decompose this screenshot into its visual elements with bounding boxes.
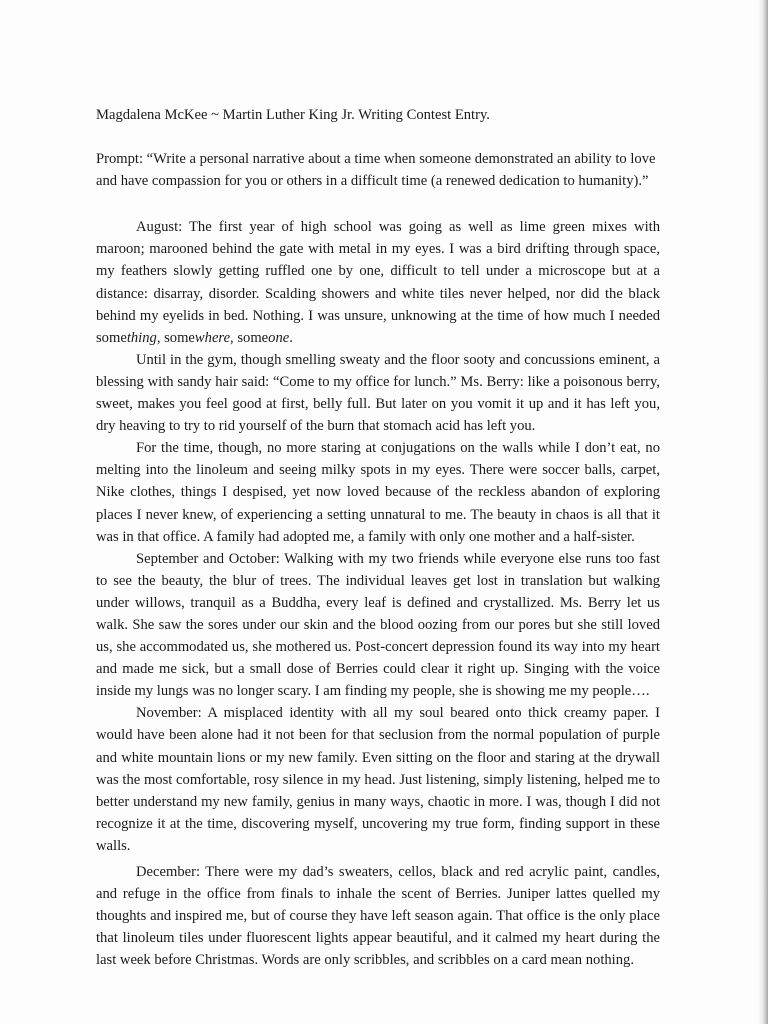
essay-prompt: Prompt: “Write a personal narrative about a time when someone demonstrated an ability to love and have compassion for you or others in a difficult time (a renewed dedication to humanity).” [96,151,656,190]
paragraph-august-text-b: , some [156,329,195,346]
essay-header: Magdalena McKee ~ Martin Luther King Jr. Writing Contest Entry. [96,107,490,123]
paragraph-august-text-a: August: The first year of high school was going as well as lime green mixes with maroon; marooned behind the gate with metal in my eyes. I was a bird drifting through space, my feathers slowly getting ruffled one by one, difficult to tell under a microscope but at a distance: disarray, disorder. Scalding showers and white tiles never helped, nor did the black behind my eyelids in bed. Nothing. I was unsure, unknowing at the time of how much I needed some [96,219,660,346]
paragraph-december: December: There were my dad’s sweaters, cellos, black and red acrylic paint, candles, and refuge in the office from finals to inhale the scent of Berries. Juniper lattes quelled my thoughts and inspired me, but of course they have left season again. That office is the only place that linoleum tiles under fluorescent lights appear beautiful, and it calmed my heart during the last week before Christmas. Words are only scribbles, and scribbles on a card mean nothing. [96,864,660,969]
page-edge-shadow [758,0,768,1024]
paragraph-gym: Until in the gym, though smelling sweaty and the floor sooty and concussions eminent, a blessing with sandy hair said: “Come to my office for lunch.” Ms. Berry: like a poisonous berry, sweet, makes you feel good at first, belly full. But later on you vomit it up and it has left you, dry heaving to try to rid yourself of the burn that stomach acid has left you. [96,351,660,435]
paragraph-august-em-a: thing [126,329,157,346]
paragraph-august-text-c: , some [230,329,269,346]
paragraph-august-em-b: where [194,329,231,346]
paragraph-november: November: A misplaced identity with all my soul beared onto thick creamy paper. I would have been alone had it not been for that seclusion from the normal population of purple and white mountain lions or my new family. Even sitting on the floor and staring at the drywall was the most comfortable, rosy silence in my head. Just listening, simply listening, helped me to better understand my new family, genius in many ways, chaotic in more. I was, though I did not recognize it at the time, discovering myself, uncovering my true form, finding support in these walls. [96,705,660,854]
essay-body [96,104,660,971]
paragraph-august [96,216,660,349]
paragraph-for-the-time: For the time, though, no more staring at conjugations on the walls while I don’t eat, no melting into the linoleum and seeing milky spots in my eyes. There were soccer balls, carpet, Nike clothes, things I despised, yet now loved because of the reckless abandon of exploring places I never knew, of experiencing a setting unnatural to me. The beauty in chaos is all that it was in that office. A family had adopted me, a family with only one mother and a half-sister. [96,440,660,545]
paragraph-september-october: September and October: Walking with my two friends while everyone else runs too fast to see the beauty, the blur of trees. The individual leaves get lost in translation but walking under willows, tranquil as a Buddha, every leaf is defined and crystallized. Ms. Berry let us walk. She saw the sores under our skin and the blood oozing from our pores but she still loved us, she accommodated us, she mothered us. Post-concert depression found its way into my heart and made me sick, but a small dose of Berries could clear it right up. Singing with the voice inside my lungs was no longer scary. I am finding my people, she is showing me my people…. [96,550,660,700]
paragraph-august-text-d: . [289,329,293,346]
paragraph-august-em-c: one [268,329,290,346]
